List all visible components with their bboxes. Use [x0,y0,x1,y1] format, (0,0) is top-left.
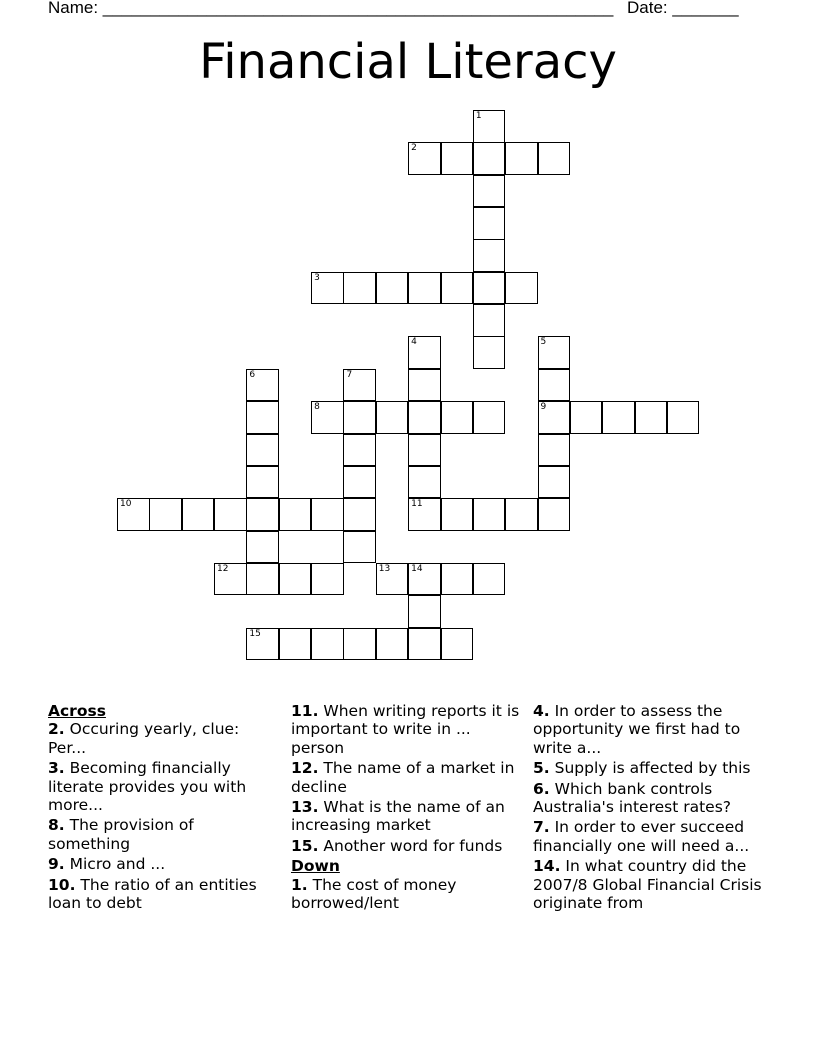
grid-cell[interactable] [473,563,506,596]
grid-cell[interactable] [246,369,279,402]
grid-cell[interactable] [538,369,571,402]
date-field-label: Date: _______ [627,0,739,17]
grid-cell[interactable] [246,628,279,661]
clue-across-2: 2. Occuring yearly, clue: Per... [48,720,240,757]
grid-cell[interactable] [343,531,376,564]
grid-cell[interactable] [246,531,279,564]
grid-cell[interactable] [538,466,571,499]
grid-cell[interactable] [538,434,571,467]
grid-cell[interactable] [149,498,182,531]
grid-cell[interactable] [246,434,279,467]
clue-across-15: 15. Another word for funds [291,836,503,855]
grid-cell[interactable] [473,110,506,143]
clue-across-3: 3. Becoming financially literate provides you with more... [48,759,247,815]
grid-cell[interactable] [570,401,603,434]
clue-across-13: 13. What is the name of an increasing market [291,798,505,835]
cell-number: 8 [314,402,320,413]
grid-cell[interactable] [343,401,376,434]
grid-cell[interactable] [343,434,376,467]
grid-cell[interactable] [408,336,441,369]
grid-cell[interactable] [214,563,247,596]
grid-cell[interactable] [473,272,506,305]
clue-across-11: 11. When writing reports it is important to write in ... person [291,702,520,757]
clue-down-7: 7. In order to ever succeed financially one will need a... [533,818,750,855]
grid-cell[interactable] [441,142,474,175]
grid-cell[interactable] [343,369,376,402]
grid-cell[interactable] [441,563,474,596]
grid-cell[interactable] [376,401,409,434]
grid-cell[interactable] [182,498,215,531]
grid-cell[interactable] [538,498,571,531]
cell-number: 10 [120,499,132,510]
grid-cell[interactable] [311,628,344,661]
grid-cell[interactable] [441,628,474,661]
cell-number: 6 [249,369,256,380]
grid-cell[interactable] [246,563,279,596]
grid-cell[interactable] [441,498,474,531]
down-heading: Down [291,857,340,876]
grid-cell[interactable] [343,466,376,499]
grid-cell[interactable] [246,401,279,434]
grid-cell[interactable] [246,466,279,499]
grid-cell[interactable] [343,628,376,661]
grid-cell[interactable] [441,401,474,434]
cell-number: 15 [249,628,261,639]
grid-cell[interactable] [408,466,441,499]
clue-down-4: 4. In order to assess the opportunity we first had to write a... [533,702,741,757]
cell-number: 9 [540,402,547,413]
grid-cell[interactable] [246,498,279,531]
across-heading: Across [48,702,106,720]
grid-cell[interactable] [408,434,441,467]
grid-cell[interactable] [473,239,506,272]
cell-number: 5 [540,337,547,348]
grid-cell[interactable] [505,272,538,305]
grid-cell[interactable] [408,498,441,531]
clue-down-6: 6. Which bank controls Australia's interest rates? [533,779,732,817]
cell-number: 3 [314,272,320,283]
clues-column-1 [48,702,278,914]
grid-cell[interactable] [473,336,506,369]
page-title: Financial Literacy [199,34,617,90]
grid-cell[interactable] [441,272,474,305]
cell-number: 14 [411,563,423,574]
cell-number: 2 [411,143,417,154]
grid-cell[interactable] [473,304,506,337]
grid-cell[interactable] [473,498,506,531]
cell-number: 11 [411,499,423,510]
grid-cell[interactable] [343,272,376,305]
grid-cell[interactable] [473,175,506,208]
grid-cell[interactable] [408,595,441,628]
grid-cell[interactable] [279,628,312,661]
grid-cell[interactable] [538,336,571,369]
grid-cell[interactable] [279,563,312,596]
grid-cell[interactable] [408,401,441,434]
grid-cell[interactable] [505,498,538,531]
clues-column-3 [533,702,773,914]
grid-cell[interactable] [473,207,506,240]
grid-cell[interactable] [505,142,538,175]
grid-cell[interactable] [538,401,571,434]
clue-across-10: 10. The ratio of an entities loan to debt [48,875,257,913]
clue-down-14: 14. In what country did the 2007/8 Global Financial Crisis originate from [533,857,762,913]
grid-cell[interactable] [311,401,344,434]
grid-cell[interactable] [473,142,506,175]
clue-across-8: 8. The provision of something [48,816,194,853]
grid-cell[interactable] [408,272,441,305]
grid-cell[interactable] [214,498,247,531]
cell-number: 7 [346,369,353,380]
grid-cell[interactable] [376,628,409,661]
grid-cell[interactable] [376,563,409,596]
grid-cell[interactable] [602,401,635,434]
grid-cell[interactable] [376,272,409,305]
clue-down-5: 5. Supply is affected by this [533,759,751,778]
name-field-label: Name: ______________________________________________________ [48,0,614,17]
cell-number: 4 [411,337,417,348]
cell-number: 1 [475,111,482,121]
grid-cell[interactable] [279,498,312,531]
clues-column-2 [291,702,521,914]
grid-cell[interactable] [473,401,506,434]
grid-cell[interactable] [117,498,150,531]
cell-number: 12 [217,563,229,574]
grid-cell[interactable] [635,401,668,434]
grid-cell[interactable] [311,498,344,531]
grid-cell[interactable] [667,401,700,434]
clue-down-1: 1. The cost of money borrowed/lent [291,875,457,913]
grid-cell[interactable] [408,369,441,402]
grid-cell[interactable] [538,142,571,175]
cell-number: 13 [378,563,391,574]
grid-cell[interactable] [408,563,441,596]
grid-cell[interactable] [311,563,344,596]
grid-cell[interactable] [343,498,376,531]
grid-cell[interactable] [408,628,441,661]
clue-across-9: 9. Micro and ... [48,855,166,874]
grid-cell[interactable] [408,142,441,175]
grid-cell[interactable] [311,272,344,305]
clue-across-12: 12. The name of a market in decline [291,759,515,796]
